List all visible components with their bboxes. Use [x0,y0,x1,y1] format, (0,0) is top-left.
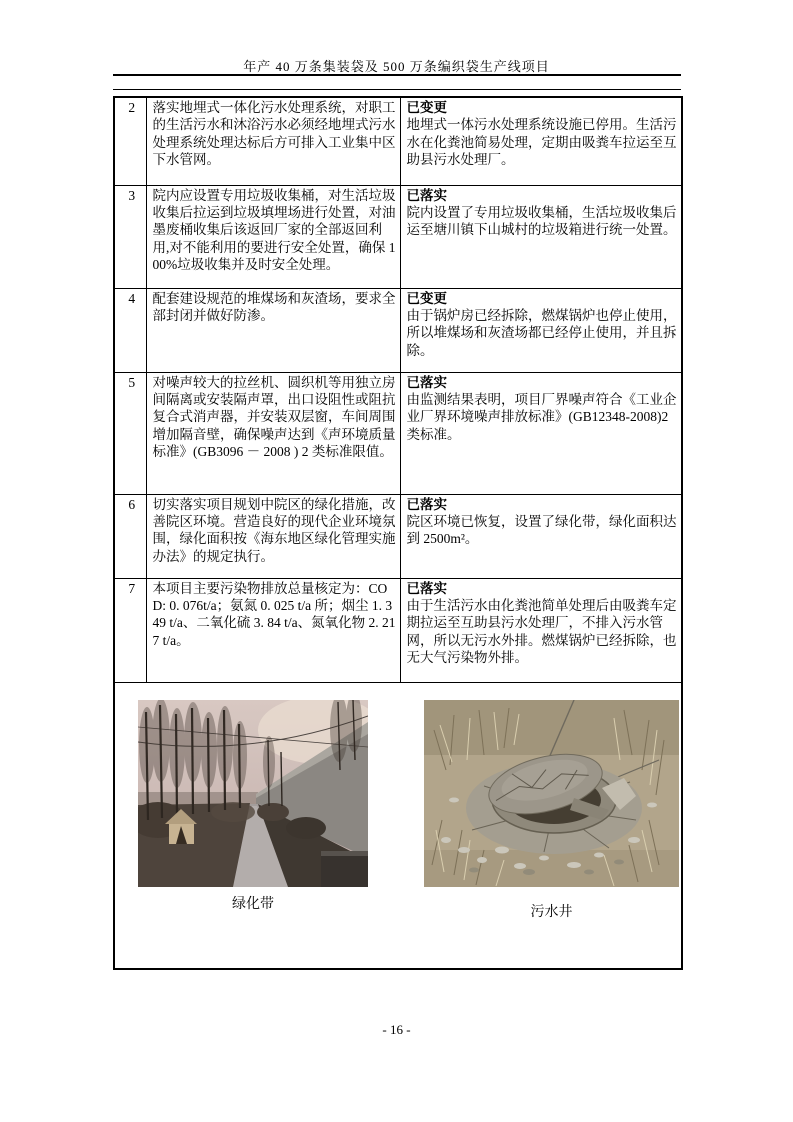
requirement-cell: 配套建设规范的堆煤场和灰渣场，要求全部封闭并做好防渗。 [146,288,400,372]
status-title: 已落实 [406,374,447,390]
sewage-well-caption: 污水井 [530,904,573,920]
greenbelt-caption: 绿化带 [232,896,274,912]
status-cell [400,288,682,372]
requirement-cell: 本项目主要污染物排放总量核定为：COD: 0. 076t/a；氨氮 0. 025 t/a 所；烟尘 1. 349 t/a、二氧化硫 3. 84 t/a、氮氧化物 2. 217 t/a。 [146,578,400,682]
table-row [114,185,682,288]
table-row [114,494,682,578]
table-row [114,578,682,682]
row-number: 3 [114,185,146,288]
photo-area [121,684,678,967]
row-number: 5 [114,372,146,494]
row-number: 4 [114,288,146,372]
header-rule-bottom [113,89,681,90]
row-number: 2 [114,97,146,185]
status-body: 地埋式一体污水处理系统设施已停用。生活污水在化粪池简易处理，定期由吸粪车拉运至互助县污水处理厂。 [406,117,677,168]
status-title: 已落实 [406,496,447,512]
sewage-well-photo [424,700,679,887]
status-title: 已变更 [406,100,447,115]
table-row [114,372,682,494]
status-title: 已落实 [406,580,447,596]
status-cell [400,372,682,494]
status-cell [400,97,682,185]
status-body: 院内设置了专用垃圾收集桶，生活垃圾收集后运至塘川镇下山城村的垃圾箱进行统一处置。 [406,204,677,238]
page-number: - 16 - [382,1022,411,1037]
greenbelt-photo-illustration [138,700,368,887]
status-body: 由于生活污水由化粪池简单处理后由吸粪车定期拉运至互助县污水处理厂，不排入污水管网，所以无污水外排。燃煤锅炉已经拆除，也无大气污染物外排。 [406,597,677,666]
status-cell [400,185,682,288]
status-body: 院区环境已恢复，设置了绿化带，绿化面积达到 2500m²。 [406,513,677,547]
requirement-cell: 切实落实项目规划中院区的绿化措施，改善院区环境。营造良好的现代企业环境氛围，绿化面积按《海东地区绿化管理实施办法》的规定执行。 [146,494,400,578]
table-row [114,288,682,372]
status-body: 由于锅炉房已经拆除，燃煤锅炉也停止使用，所以堆煤场和灰渣场都已经停止使用，并且拆除。 [406,307,677,358]
row-number: 6 [114,494,146,578]
header-rule-top [113,74,681,76]
greenbelt-photo [138,700,368,887]
status-cell [400,494,682,578]
page-title: 年产 40 万条集装袋及 500 万条编织袋生产线项目 [243,59,550,74]
status-title: 已落实 [406,187,447,203]
photo-row [114,682,682,969]
table-row [114,97,682,185]
sewage-well-photo-illustration [424,700,679,887]
requirement-cell: 对噪声较大的拉丝机、圆织机等用独立房间隔离或安装隔声罩，出口设阻性或阻抗复合式消声器，并安装双层窗，车间周围增加隔音壁，确保噪声达到《声环境质量标准》(GB3096 － 2008 ) 2 类标准限值。 [146,372,400,494]
status-title: 已变更 [406,290,447,306]
requirement-cell: 院内应设置专用垃圾收集桶，对生活垃圾收集后拉运到垃圾填埋场进行处置，对油墨废桶收集后该返回厂家的全部返回利用,对不能利用的要进行安全处置，确保 100%垃圾收集并及时安全处理。 [146,185,400,288]
row-number: 7 [114,578,146,682]
status-body: 由监测结果表明，项目厂界噪声符合《工业企业厂界环境噪声排放标准》(GB12348-2008)2 类标准。 [406,391,677,442]
photo-cell [114,682,682,969]
requirement-cell: 落实地埋式一体化污水处理系统，对职工的生活污水和沐浴污水必须经地埋式污水处理系统处理达标后方可排入工业集中区下水管网。 [146,97,400,185]
implementation-table [113,96,683,970]
status-cell [400,578,682,682]
